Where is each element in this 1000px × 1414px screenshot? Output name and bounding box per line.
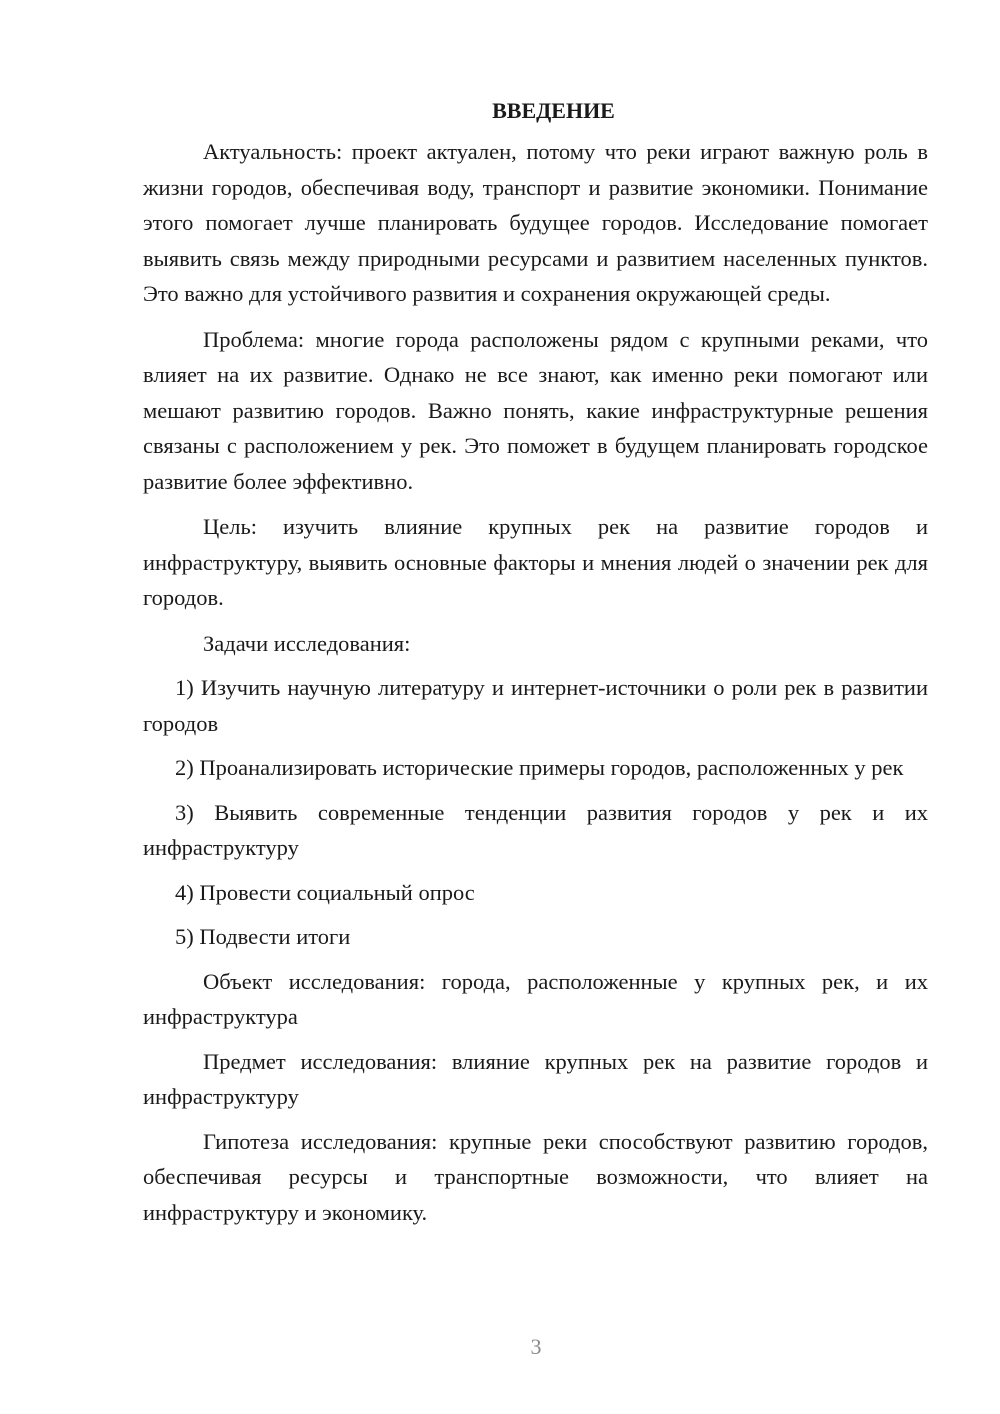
task-item-1: 1) Изучить научную литературу и интернет-источники о роли рек в развитии городов — [143, 675, 928, 736]
task-item-4: 4) Провести социальный опрос — [175, 879, 475, 905]
section-heading: ВВЕДЕНИЕ — [492, 98, 615, 123]
task-item-2: 2) Проанализировать исторические примеры городов, расположенных у рек — [175, 755, 904, 780]
subject-paragraph: Предмет исследования: влияние крупных рек на развитие городов и инфраструктуру — [143, 1048, 928, 1109]
task-item-5: 5) Подвести итоги — [175, 924, 351, 949]
relevance-paragraph: Актуальность: проект актуален, потому что реки играют важную роль в жизни городов, обеспечивая воду, транспорт и развитие экономики. Понимание этого помогает лучше планировать будущее городов. Исследование помогает выявить связь между природными ресурсами и развитием населенных пунктов. Это важно для устойчивого развития и сохранения окружающей среды. — [143, 139, 928, 306]
goal-paragraph: Цель: изучить влияние крупных рек на развитие городов и инфраструктуру, выявить основные факторы и мнения людей о значении рек для городов. — [143, 514, 928, 610]
page-number: 3 — [530, 1334, 542, 1359]
task-item-3: 3) Выявить современные тенденции развития городов у рек и их инфраструктуру — [143, 799, 928, 860]
object-paragraph: Объект исследования: города, расположенные у крупных рек, и их инфраструктура — [143, 968, 928, 1029]
problem-paragraph: Проблема: многие города расположены рядом с крупными реками, что влияет на их развитие. Однако не все знают, как именно реки помогают или мешают развитию городов. Важно понять, какие инфраструктурные решения связаны с расположением у рек. Это поможет в будущем планировать городское развитие более эффективно. — [143, 326, 928, 494]
page-content — [143, 92, 928, 1230]
hypothesis-paragraph: Гипотеза исследования: крупные реки способствуют развитию городов, обеспечивая ресурсы и транспортные возможности, что влияет на инфраструктуру и экономику. — [143, 1128, 928, 1225]
tasks-title: Задачи исследования: — [203, 630, 411, 656]
